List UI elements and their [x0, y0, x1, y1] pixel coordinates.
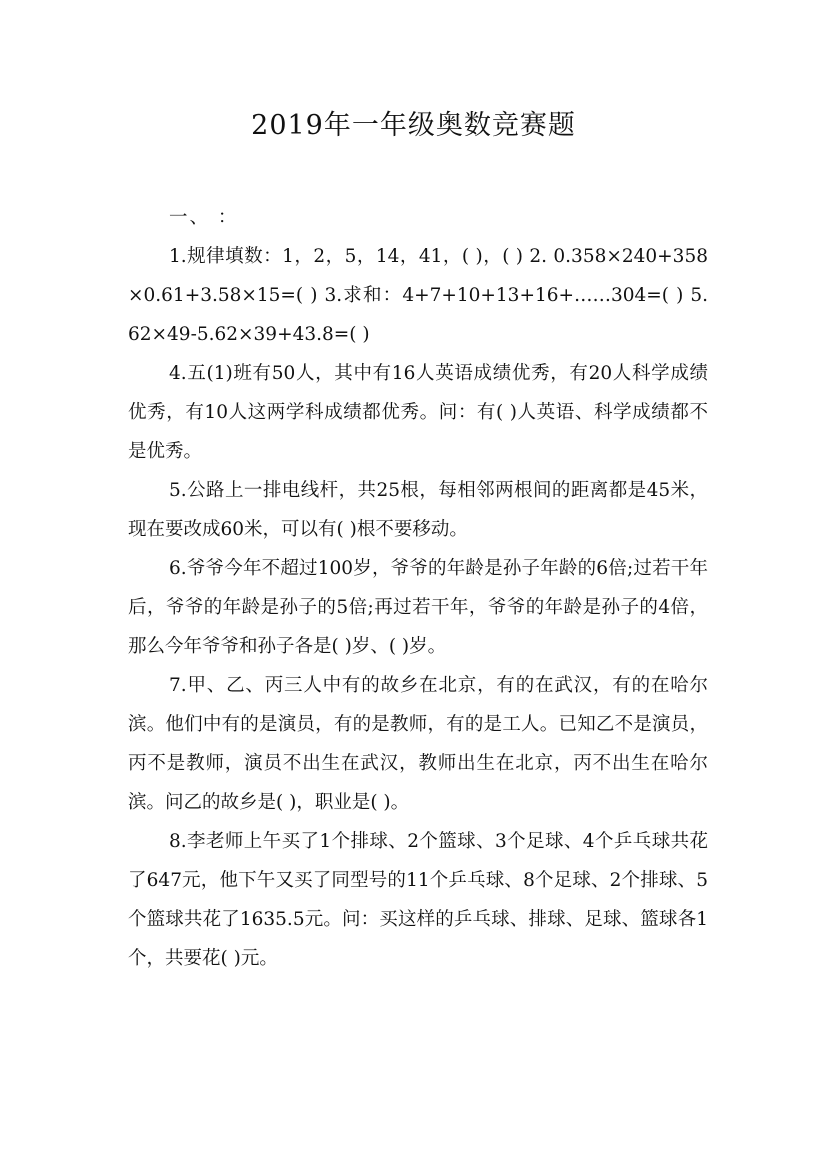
- document-body: [128, 198, 708, 978]
- question-7: 7.甲、乙、丙三人中有的故乡在北京，有的在武汉，有的在哈尔滨。他们中有的是演员，有的是教师，有的是工人。已知乙不是演员，丙不是教师，演员不出生在武汉，教师出生在北京，丙不出生在哈尔滨。问乙的故乡是( )，职业是( )。: [128, 675, 708, 813]
- question-8: 8.李老师上午买了1个排球、2个篮球、3个足球、4个乒乓球共花了647元，他下午又买了同型号的11个乒乓球、8个足球、2个排球、5个篮球共花了1635.5元。问：买这样的乒乓球、排球、足球、篮球各1个，共要花( )元。: [128, 831, 708, 969]
- question-1-3: 1.规律填数：1，2，5，14，41，( )，( ) 2. 0.358×240+358×0.61+3.58×15=( ) 3.求和：4+7+10+13+16+……304=( ) 5.62×49-5.62×39+43.8=( ): [128, 246, 708, 345]
- question-5: 5.公路上一排电线杆，共25根，每相邻两根间的距离都是45米，现在要改成60米，可以有( )根不要移动。: [128, 480, 708, 540]
- page-title: 2019年一年级奥数竞赛题: [251, 110, 576, 141]
- question-4: 4.五(1)班有50人，其中有16人英语成绩优秀，有20人科学成绩优秀，有10人这两学科成绩都优秀。问：有( )人英语、科学成绩都不是优秀。: [128, 363, 708, 462]
- question-6: 6.爷爷今年不超过100岁，爷爷的年龄是孙子年龄的6倍;过若干年后，爷爷的年龄是孙子的5倍;再过若干年，爷爷的年龄是孙子的4倍，那么今年爷爷和孙子各是( )岁、( )岁。: [128, 558, 708, 657]
- section-heading: 一、 ：: [169, 207, 239, 228]
